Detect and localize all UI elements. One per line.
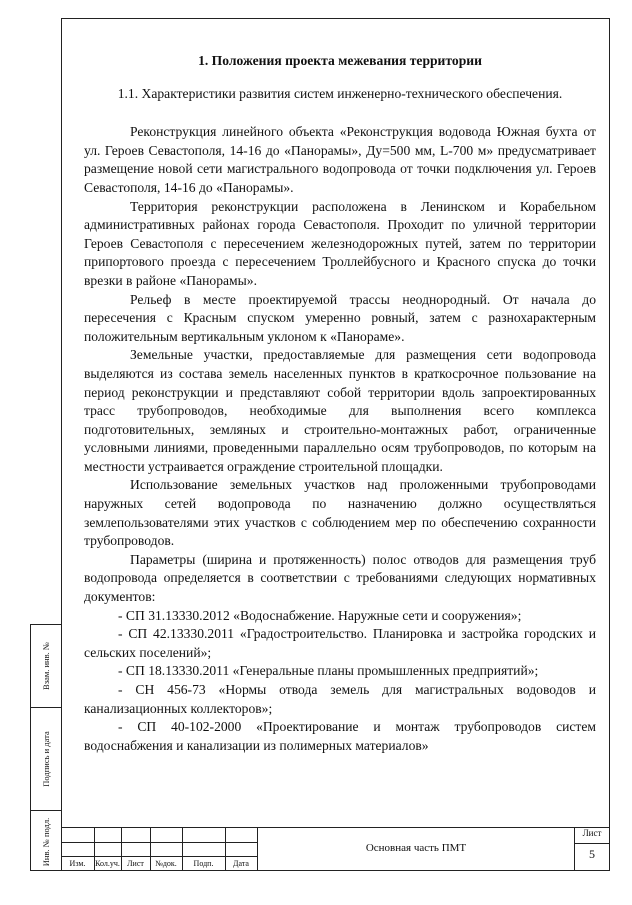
subsection-heading: 1.1. Характеристики развития систем инженерно-технического обеспечения. — [117, 85, 563, 101]
vzam-cell — [31, 625, 61, 708]
list-item: - СП 40-102-2000 «Проектирование и монтаж трубопроводов систем водоснабжения и канализации из полимерных материалов» — [84, 719, 596, 753]
inv-cell — [31, 811, 61, 872]
document-title: Основная часть ПМТ — [365, 842, 467, 854]
paragraph: Реконструкция линейного объекта «Реконструкция водовода Южная бухта от ул. Героев Севастополя, 14-16 до «Панорамы», Ду=500 мм, L-700 м» предусматривает размещение новой сети магистрального водопровода от точки подключения ул. Героев Севастополя, 14-16 до «Панорамы». — [84, 124, 596, 195]
stamp-podp: Подп. — [193, 859, 214, 868]
inv-label: Инв. № подл. — [41, 817, 51, 866]
paragraph: Параметры (ширина и протяженность) полос отводов для размещения труб водопровода определяется в соответствии с требованиями следующих нормативных документов: — [84, 551, 596, 605]
paragraph: Земельные участки, предоставляемые для размещения сети водопровода выделяются из состава земель населенных пунктов в краткосрочное пользование на период реконструкции и представляют собой территории вдоль запроектированных трасс трубопроводов, необходимые для выполнения всего комплекса подготовительных, земляных и строительно-монтажных работ, ограниченные условными линиями, проведенными параллельно осям трубопроводов, по которым на местности устраивается ограждение строительной площадки. — [84, 347, 596, 474]
vzam-label: Взам. инв. № — [41, 642, 51, 690]
paragraph: Использование земельных участков над проложенными трубопроводами наружных сетей водопровода по назначению должно осуществляться землепользователями этих участков с соблюдением мер по обеспечению сохранности трубопроводов. — [84, 477, 596, 549]
stamp-izm: Изм. — [69, 859, 86, 868]
left-margin-stamp — [30, 624, 61, 871]
list-item: - СП 18.13330.2011 «Генеральные планы промышленных предприятий»; — [118, 663, 539, 679]
stamp-ndok: №док. — [155, 859, 177, 868]
podpis-label: Подпись и дата — [41, 731, 51, 787]
document-body — [84, 52, 596, 755]
paragraph: Рельеф в месте проектируемой трассы неоднородный. От начала до пересечения с Красным спуском умеренно ровный, затем с разнохарактерным положительным вертикальным уклоном к «Панораме». — [84, 291, 596, 344]
section-heading: 1. Положения проекта межевания территории — [198, 53, 482, 68]
list-item: - СП 42.13330.2011 «Градостроительство. Планировка и застройка городских и сельских поселений»; — [84, 626, 596, 660]
stamp-kol: Кол.уч. — [95, 859, 120, 868]
stamp-data: Дата — [233, 859, 249, 868]
sheet-number: 5 — [589, 847, 595, 861]
list-item: - СП 31.13330.2012 «Водоснабжение. Наружные сети и сооружения»; — [118, 607, 522, 623]
paragraph: Территория реконструкции расположена в Ленинском и Корабельном административных районах города Севастополя. Проходит по уличной территории Героев Севастополя с пересечением железнодорожных путей, затем по территории припортового проезда с пересечением Троллейбусного и Красного спуска до точки врезки в районе «Панорамы». — [84, 198, 596, 288]
stamp-list: Лист — [127, 859, 144, 868]
sheet-label: Лист — [582, 828, 602, 838]
podpis-cell — [31, 708, 61, 811]
list-item: - СН 456-73 «Нормы отвода земель для магистральных водоводов и канализационных коллекторов»; — [84, 682, 596, 716]
